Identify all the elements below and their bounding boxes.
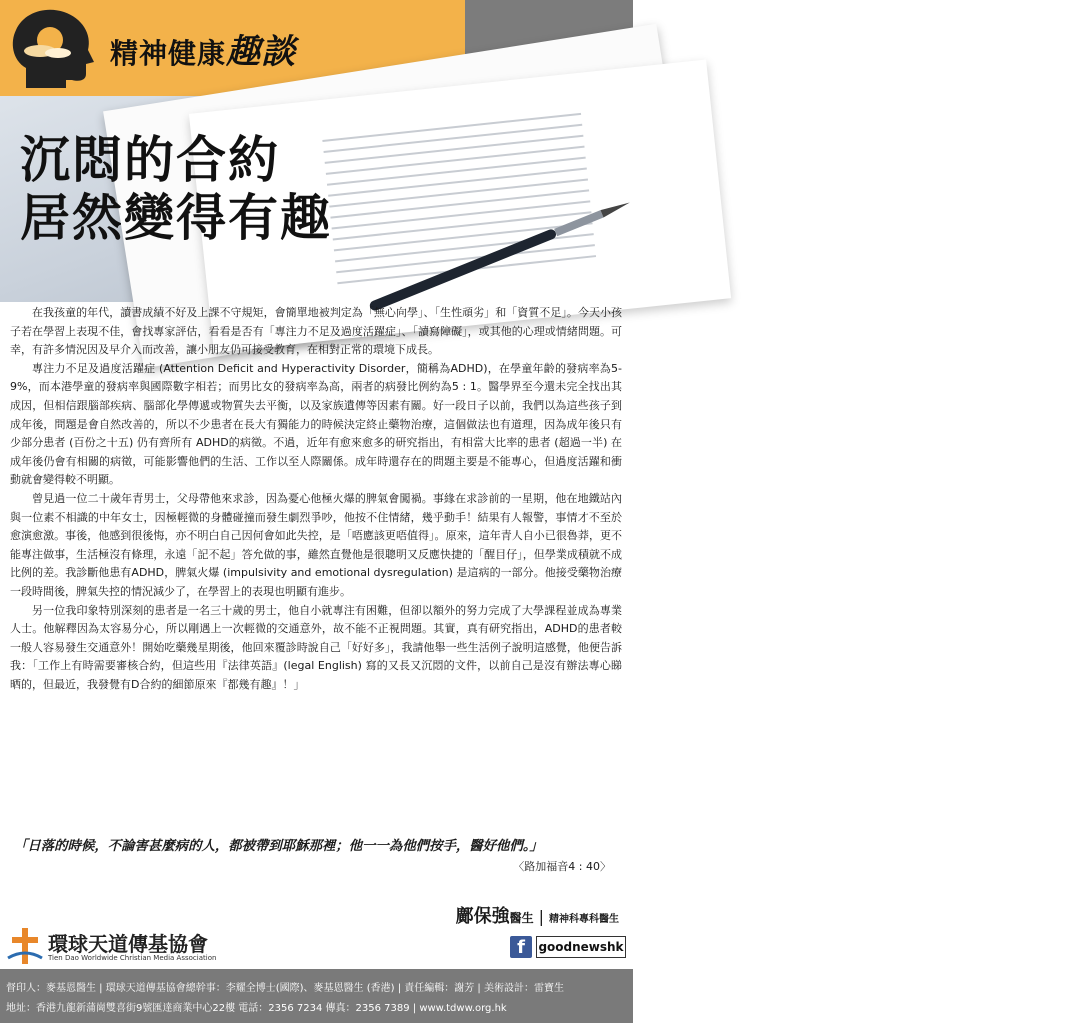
facebook-page-label[interactable]: goodnewshk [536,936,626,958]
headline-line-1: 沉悶的合約 [20,131,280,189]
org-logo-icon [8,928,42,964]
footer-contact: 地址：香港九龍新蒲崗雙喜街9號匯達商業中心22樓 電話：2356 7234 傳真：2356 7389 | www.tdww.org.hk [6,1003,507,1014]
series-logo: 談天說道 [950,22,1070,57]
scripture-reference: 〈路加福音4 : 40〉 [513,860,611,873]
column-title-main: 精神健康 [110,37,227,70]
org-name-en: Tien Dao Worldwide Christian Media Association [48,954,217,962]
paragraph: 專注力不足及過度活躍症 (Attention Deficit and Hyperactivity Disorder，簡稱為ADHD)，在學童年齡的發病率為5-9%，而本港學童的發病率與國際數字相若；而男比女的發病率為高，兩者的病發比例約為5 : 1。醫學界至今還未完全找出其成因，但相信跟腦部疾病、腦部化學傳遞或物質失去平衡，以及家族遺傳等因素有關。好一段日子以前，我們以為這些孩子到成年後，問題是會自然改善的，所以不少患者在長大有獨能力的時候決定終止藥物治療，這個做法也有道理，因為成年後只有少部分患者 (百份之十五) 仍有齊所有 ADHD的病徵。不過，近年有愈來愈多的研究指出，有相當大比率的患者 (超過一半) 在成年後仍會有相關的病徵，可能影響他們的生活、工作以至人際關係。成年時還存在的問題主要是不能專心，但過度活躍和衝動就會變得較不明顯。 [10,361,622,487]
footer [0,969,633,1023]
column-title-emphasis: 趣談 [226,32,297,72]
article-headline [20,131,332,247]
author-byline [456,902,619,928]
byline-separator: | [538,907,544,926]
paragraph: 在我孩童的年代，讀書成績不好及上課不守規矩，會簡單地被判定為「無心向學」、「生性頑劣」和「資質不足」。今天小孩子若在學習上表現不佳，會找專家評估，看看是否有「專注力不足及過度活躍症」、「讀寫障礙」，或其他的心理或情緒問題。可幸，有許多情況因及早介入而改善，讓小朋友仍可接受教育，在相對正常的環境下成長。 [10,306,622,357]
headline-line-2: 居然變得有趣 [20,189,332,247]
hero-image [0,96,633,302]
author-name: 鄺保強 [455,906,510,927]
author-department: 精神科專科醫生 [549,914,619,925]
paragraph: 另一位我印象特別深刻的患者是一名三十歲的男士，他自小就專注有困難，但卻以額外的努力完成了大學課程並成為專業人士。他解釋因為太容易分心，所以剛遇上一次輕微的交通意外，故不能不正視問題。其實，真有研究指出，ADHD的患者較一般人容易發生交通意外！開始吃藥幾星期後，他回來覆診時說自己「好好多」，我請他舉一些生活例子說明這感覺，他便告訴我：「工作上有時需要審核合約，但這些用『法律英語』(legal English) 寫的又長又沉悶的文件，以前自己是沒有辦法專心睇晒的，但最近，我發覺有D合約的細節原來『都幾有趣』！」 [10,603,622,691]
article-body [10,304,622,694]
column-title [110,24,296,73]
head-silhouette-icon [6,4,98,92]
paragraph: 曾見過一位二十歲年青男士，父母帶他來求診，因為憂心他極火爆的脾氣會闖禍。事緣在求診前的一星期，他在地鐵站內與一位素不相識的中年女士，因極輕微的身體碰撞而發生劇烈爭吵，他按不住情緒，幾乎動手！結果有人報警，事情才不至於愈演愈激。事後，他感到很後悔，亦不明白自己因何會如此失控，是「唔應該更唔值得」。原來，這年青人自小已很魯莽，更不能專注做事，生活極沒有條理，永遠「記不起」答允做的事，雖然直覺他是很聰明又反應快捷的「醒目仔」，但學業成積就不成比例的差。我診斷他患有ADHD，脾氣火爆 (impulsivity and emotional dysregulation) 是這病的一部分。他接受藥物治療一段時間後，脾氣失控的情況減少了，在學習上的表現也明顯有進步。 [10,491,622,598]
author-title: 醫生 [509,911,534,925]
org-name-cn: 環球天道傳基協會 [48,932,208,956]
facebook-icon[interactable]: f [510,936,532,958]
footer-credits: 督印人：麥基恩醫生 | 環球天道傳基協會總幹事：李耀全博士(國際)、麥基恩醫生 (香港) | 責任編輯：謝芳 | 美術設計：雷寶生 [6,983,564,994]
scripture-quote: 「日落的時候，不論害甚麼病的人，都被帶到耶穌那裡；他一一為他們按手，醫好他們。」 [14,839,543,854]
